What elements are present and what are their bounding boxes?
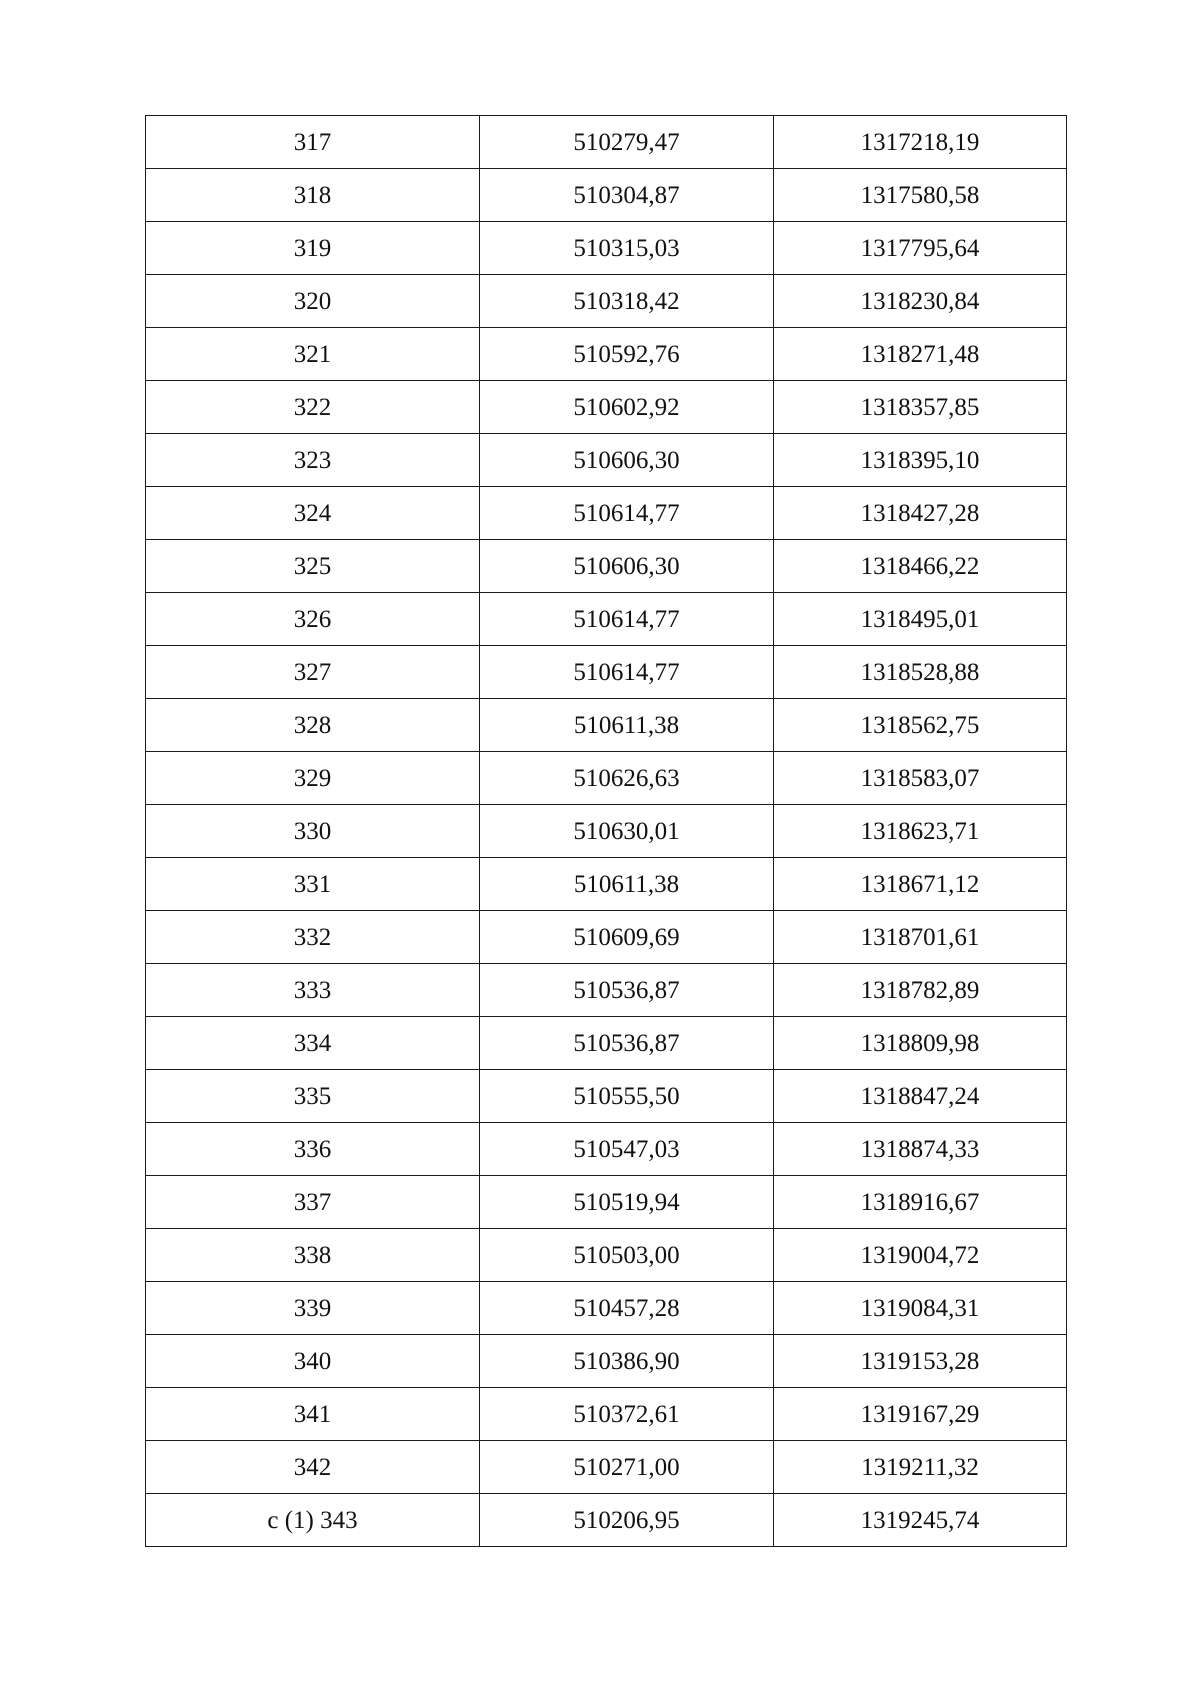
table-row (146, 858, 1067, 911)
x-coordinate-cell: 510519,94 (480, 1176, 774, 1229)
point-number-cell: 335 (146, 1070, 480, 1123)
table-row (146, 1282, 1067, 1335)
y-coordinate-cell: 1318495,01 (774, 593, 1067, 646)
x-coordinate-cell: 510614,77 (480, 593, 774, 646)
table-row (146, 964, 1067, 1017)
point-number-cell: 323 (146, 434, 480, 487)
x-coordinate-cell: 510547,03 (480, 1123, 774, 1176)
x-coordinate-cell: 510611,38 (480, 858, 774, 911)
x-coordinate-cell: 510318,42 (480, 275, 774, 328)
y-coordinate-cell: 1318528,88 (774, 646, 1067, 699)
y-coordinate-cell: 1318357,85 (774, 381, 1067, 434)
table-row (146, 593, 1067, 646)
table-row (146, 434, 1067, 487)
table-row (146, 222, 1067, 275)
point-number-cell: 338 (146, 1229, 480, 1282)
table-row (146, 381, 1067, 434)
x-coordinate-cell: 510611,38 (480, 699, 774, 752)
y-coordinate-cell: 1318874,33 (774, 1123, 1067, 1176)
y-coordinate-cell: 1318623,71 (774, 805, 1067, 858)
table-row (146, 116, 1067, 169)
y-coordinate-cell: 1318847,24 (774, 1070, 1067, 1123)
x-coordinate-cell: 510555,50 (480, 1070, 774, 1123)
table-row (146, 752, 1067, 805)
table-row (146, 540, 1067, 593)
point-number-cell: 330 (146, 805, 480, 858)
y-coordinate-cell: 1319153,28 (774, 1335, 1067, 1388)
coordinates-table (145, 115, 1067, 1547)
y-coordinate-cell: 1318809,98 (774, 1017, 1067, 1070)
table-row (146, 1123, 1067, 1176)
table-row (146, 487, 1067, 540)
x-coordinate-cell: 510606,30 (480, 434, 774, 487)
x-coordinate-cell: 510372,61 (480, 1388, 774, 1441)
x-coordinate-cell: 510536,87 (480, 964, 774, 1017)
point-number-cell: 331 (146, 858, 480, 911)
y-coordinate-cell: 1318395,10 (774, 434, 1067, 487)
x-coordinate-cell: 510614,77 (480, 646, 774, 699)
y-coordinate-cell: 1318701,61 (774, 911, 1067, 964)
table-row (146, 1176, 1067, 1229)
y-coordinate-cell: 1318583,07 (774, 752, 1067, 805)
table-row (146, 1017, 1067, 1070)
point-number-cell: 337 (146, 1176, 480, 1229)
y-coordinate-cell: 1318466,22 (774, 540, 1067, 593)
point-number-cell: 318 (146, 169, 480, 222)
table-row (146, 805, 1067, 858)
point-number-cell: 320 (146, 275, 480, 328)
point-number-cell: с (1) 343 (146, 1494, 480, 1547)
point-number-cell: 327 (146, 646, 480, 699)
point-number-cell: 326 (146, 593, 480, 646)
point-number-cell: 325 (146, 540, 480, 593)
point-number-cell: 332 (146, 911, 480, 964)
x-coordinate-cell: 510386,90 (480, 1335, 774, 1388)
y-coordinate-cell: 1318916,67 (774, 1176, 1067, 1229)
point-number-cell: 341 (146, 1388, 480, 1441)
x-coordinate-cell: 510536,87 (480, 1017, 774, 1070)
table-row (146, 699, 1067, 752)
table-row (146, 275, 1067, 328)
y-coordinate-cell: 1319211,32 (774, 1441, 1067, 1494)
x-coordinate-cell: 510304,87 (480, 169, 774, 222)
y-coordinate-cell: 1319004,72 (774, 1229, 1067, 1282)
y-coordinate-cell: 1317795,64 (774, 222, 1067, 275)
x-coordinate-cell: 510609,69 (480, 911, 774, 964)
x-coordinate-cell: 510614,77 (480, 487, 774, 540)
x-coordinate-cell: 510503,00 (480, 1229, 774, 1282)
point-number-cell: 317 (146, 116, 480, 169)
point-number-cell: 322 (146, 381, 480, 434)
y-coordinate-cell: 1319245,74 (774, 1494, 1067, 1547)
table-row (146, 169, 1067, 222)
x-coordinate-cell: 510602,92 (480, 381, 774, 434)
point-number-cell: 334 (146, 1017, 480, 1070)
point-number-cell: 336 (146, 1123, 480, 1176)
point-number-cell: 329 (146, 752, 480, 805)
table-row (146, 1441, 1067, 1494)
point-number-cell: 342 (146, 1441, 480, 1494)
coordinates-table-body (146, 116, 1067, 1547)
y-coordinate-cell: 1319084,31 (774, 1282, 1067, 1335)
x-coordinate-cell: 510626,63 (480, 752, 774, 805)
y-coordinate-cell: 1318782,89 (774, 964, 1067, 1017)
y-coordinate-cell: 1318562,75 (774, 699, 1067, 752)
x-coordinate-cell: 510606,30 (480, 540, 774, 593)
y-coordinate-cell: 1317580,58 (774, 169, 1067, 222)
y-coordinate-cell: 1318427,28 (774, 487, 1067, 540)
x-coordinate-cell: 510315,03 (480, 222, 774, 275)
x-coordinate-cell: 510271,00 (480, 1441, 774, 1494)
x-coordinate-cell: 510206,95 (480, 1494, 774, 1547)
point-number-cell: 328 (146, 699, 480, 752)
table-row (146, 328, 1067, 381)
table-row (146, 1388, 1067, 1441)
y-coordinate-cell: 1318271,48 (774, 328, 1067, 381)
y-coordinate-cell: 1318671,12 (774, 858, 1067, 911)
point-number-cell: 321 (146, 328, 480, 381)
y-coordinate-cell: 1318230,84 (774, 275, 1067, 328)
point-number-cell: 340 (146, 1335, 480, 1388)
y-coordinate-cell: 1317218,19 (774, 116, 1067, 169)
point-number-cell: 339 (146, 1282, 480, 1335)
point-number-cell: 319 (146, 222, 480, 275)
x-coordinate-cell: 510279,47 (480, 116, 774, 169)
y-coordinate-cell: 1319167,29 (774, 1388, 1067, 1441)
table-row (146, 1229, 1067, 1282)
table-row (146, 1335, 1067, 1388)
table-row (146, 1070, 1067, 1123)
point-number-cell: 324 (146, 487, 480, 540)
x-coordinate-cell: 510457,28 (480, 1282, 774, 1335)
point-number-cell: 333 (146, 964, 480, 1017)
x-coordinate-cell: 510630,01 (480, 805, 774, 858)
table-row (146, 911, 1067, 964)
table-row (146, 1494, 1067, 1547)
x-coordinate-cell: 510592,76 (480, 328, 774, 381)
table-row (146, 646, 1067, 699)
